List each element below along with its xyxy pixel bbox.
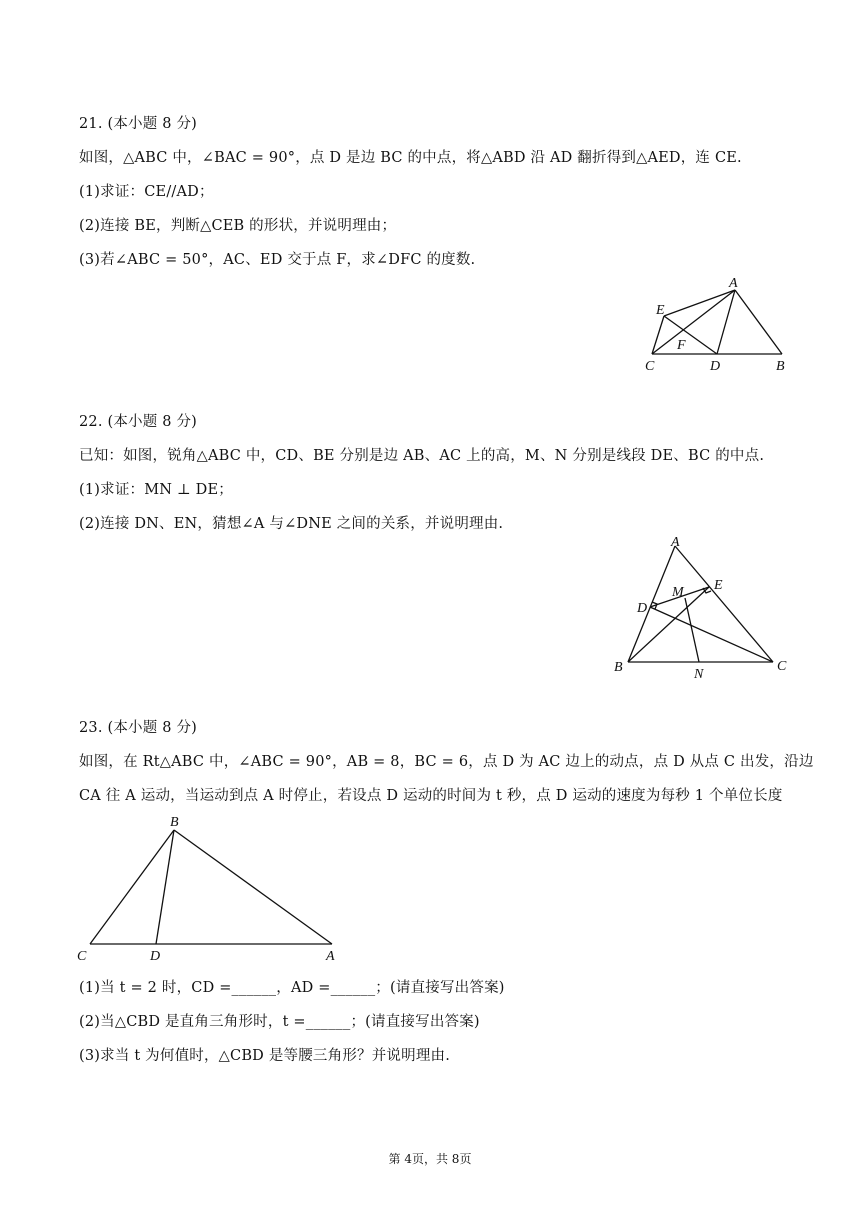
q23-label-A: A	[326, 949, 335, 964]
q23-part2: (2)当△CBD 是直角三角形时，t =______；(请直接写出答案)	[79, 1014, 480, 1030]
q23-part3: (3)求当 t 为何值时，△CBD 是等腰三角形？并说明理由.	[79, 1048, 451, 1064]
page-footer: 第 4页，共 8页	[388, 1152, 472, 1166]
q21-label-A: A	[729, 276, 738, 291]
q21-figure	[640, 272, 800, 382]
q22-part2: (2)连接 DN、EN，猜想∠A 与∠DNE 之间的关系，并说明理由.	[79, 516, 504, 532]
q23-label-B: B	[170, 815, 179, 830]
q22-label-C: C	[777, 659, 787, 674]
q22-figure	[605, 530, 795, 685]
q22-label-D: D	[637, 601, 648, 616]
q21-part1: (1)求证：CE//AD；	[79, 184, 214, 200]
q21-part2: (2)连接 BE，判断△CEB 的形状，并说明理由；	[79, 218, 397, 234]
q21-label-D: D	[710, 359, 721, 374]
q22-label-M: M	[672, 585, 684, 600]
q23-heading: 23. (本小题 8 分)	[79, 720, 198, 736]
q23-label-C: C	[77, 949, 87, 964]
q22-label-N: N	[694, 667, 704, 682]
q22-heading: 22. (本小题 8 分)	[79, 414, 198, 430]
q21-part3: (3)若∠ABC = 50°，AC、ED 交于点 F，求∠DFC 的度数.	[79, 252, 476, 268]
q22-label-E: E	[714, 578, 723, 593]
q23-figure	[70, 810, 350, 965]
q21-label-F: F	[677, 338, 686, 353]
q21-label-C: C	[645, 359, 655, 374]
q21-label-E: E	[656, 303, 665, 318]
q22-part1: (1)求证：MN ⊥ DE；	[79, 482, 233, 498]
q23-label-D: D	[150, 949, 161, 964]
q23-stem-line1: 如图，在 Rt△ABC 中，∠ABC = 90°，AB = 8，BC = 6，点 D 为 AC 边上的动点，点 D 从点 C 出发，沿边	[79, 754, 814, 770]
q22-label-B: B	[614, 660, 623, 675]
q23-part1: (1)当 t = 2 时，CD =______，AD =______；(请直接写出答案)	[79, 980, 505, 996]
q21-label-B: B	[776, 359, 785, 374]
q21-heading: 21. (本小题 8 分)	[79, 116, 198, 132]
q22-stem: 已知：如图，锐角△ABC 中，CD、BE 分别是边 AB、AC 上的高，M、N 分别是线段 DE、BC 的中点.	[79, 448, 765, 464]
q21-stem: 如图，△ABC 中，∠BAC = 90°，点 D 是边 BC 的中点，将△ABD 沿 AD 翻折得到△AED，连 CE.	[79, 150, 742, 166]
q23-stem-line2: CA 往 A 运动，当运动到点 A 时停止，若设点 D 运动的时间为 t 秒，点 D 运动的速度为每秒 1 个单位长度	[79, 788, 783, 804]
q22-label-A: A	[671, 535, 680, 550]
